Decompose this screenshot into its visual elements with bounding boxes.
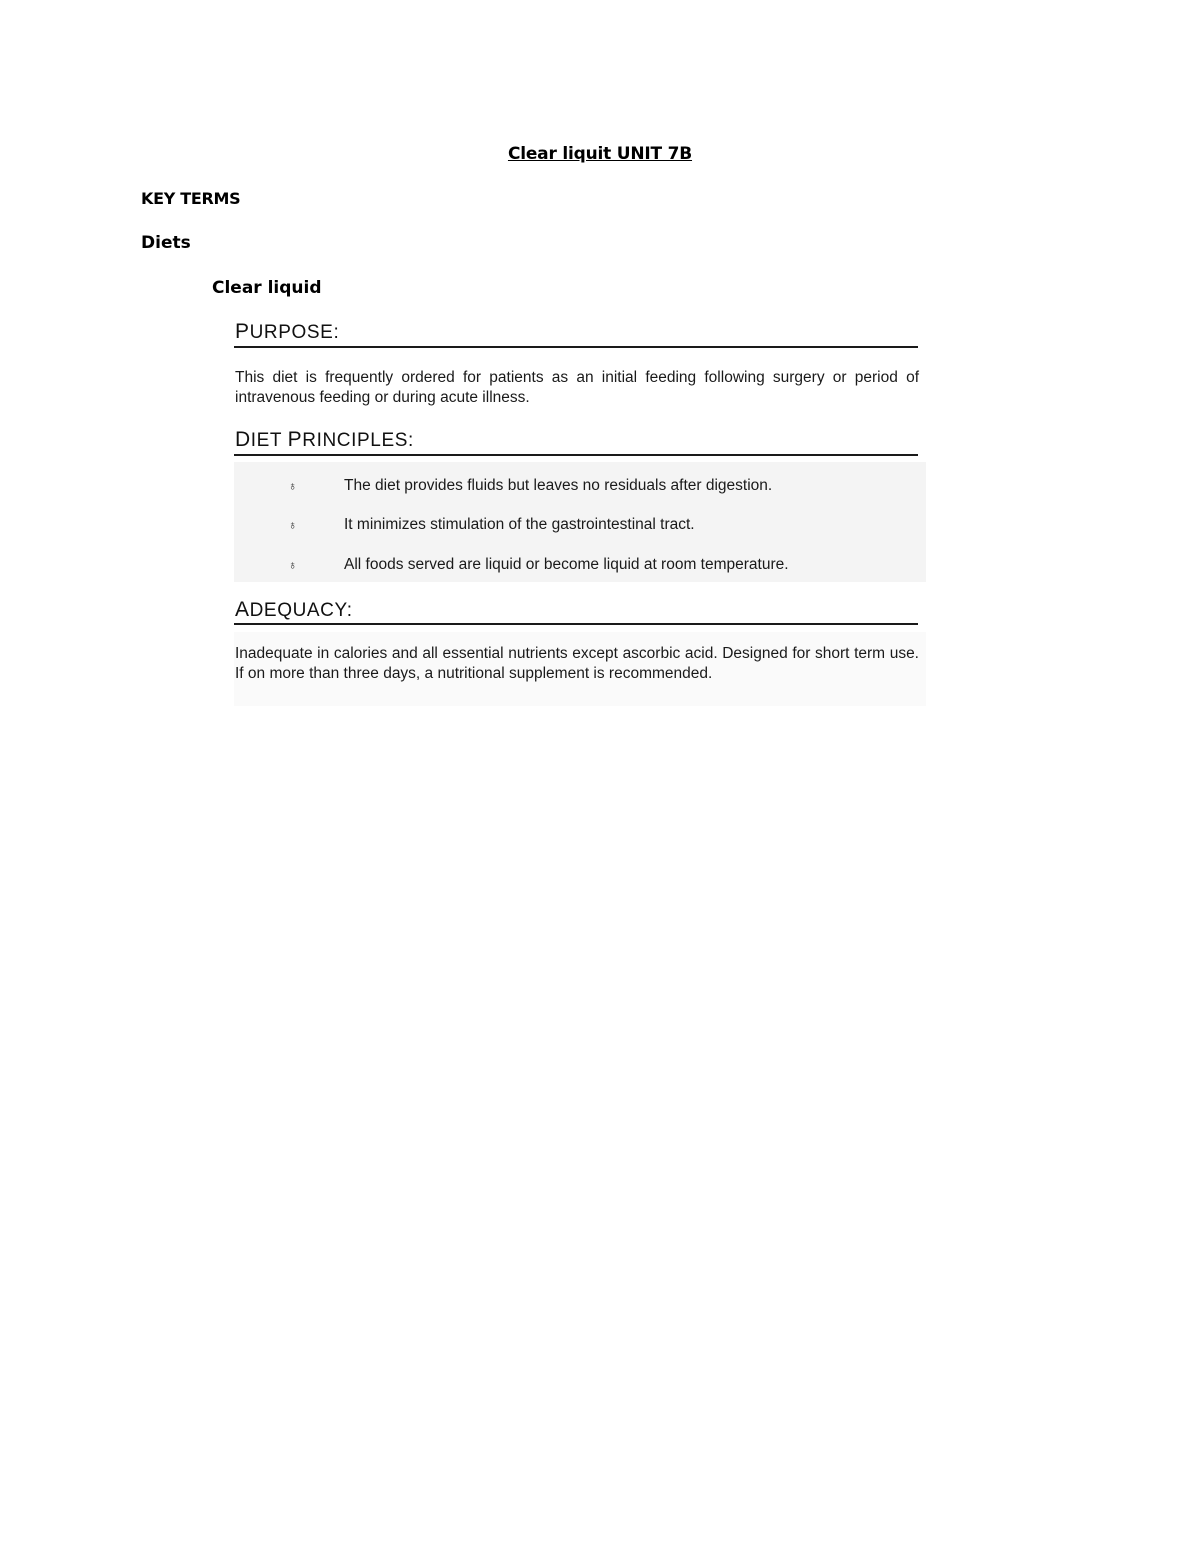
purpose-rule (234, 346, 918, 348)
purpose-text: This diet is frequently ordered for patients as an initial feeding following surgery or period of intravenous feeding or during acute illness. (235, 369, 919, 406)
scanned-diet-sheet (228, 310, 938, 706)
adequacy-heading (235, 598, 353, 622)
adequacy-text: Inadequate in calories and all essential nutrients except ascorbic acid. Designed for short term use. If on more than three days, a nutritional supplement is recommended. (235, 645, 919, 682)
principles-heading-rest-diet: IET (250, 430, 288, 451)
purpose-heading-cap: P (235, 320, 250, 343)
purpose-heading (235, 320, 339, 344)
principle-text: All foods served are liquid or become liquid at room temperature. (344, 556, 789, 573)
key-terms-heading: KEY TERMS (141, 189, 241, 208)
list-item (288, 514, 695, 536)
principle-text: It minimizes stimulation of the gastrointestinal tract. (344, 516, 695, 533)
principles-heading-cap-d: D (235, 428, 251, 451)
adequacy-heading-rest: DEQUACY: (249, 600, 353, 621)
leaf-bullet-icon: ♁ (288, 479, 297, 493)
adequacy-heading-cap: A (235, 598, 250, 621)
list-item (288, 475, 772, 497)
adequacy-rule (234, 623, 918, 625)
document-title: Clear liquit UNIT 7B (507, 144, 693, 164)
purpose-heading-rest: URPOSE: (249, 322, 340, 343)
principles-heading-rest-principles: RINCIPLES: (302, 430, 414, 451)
leaf-bullet-icon: ♁ (288, 558, 297, 572)
principles-heading (235, 428, 414, 452)
list-item (288, 554, 789, 576)
principle-text: The diet provides fluids but leaves no residuals after digestion. (344, 477, 773, 494)
clear-liquid-subheading: Clear liquid (212, 278, 322, 298)
leaf-bullet-icon: ♁ (288, 518, 297, 532)
principles-rule (234, 454, 918, 456)
diets-heading: Diets (141, 233, 191, 253)
principles-heading-cap-p: P (287, 428, 303, 451)
